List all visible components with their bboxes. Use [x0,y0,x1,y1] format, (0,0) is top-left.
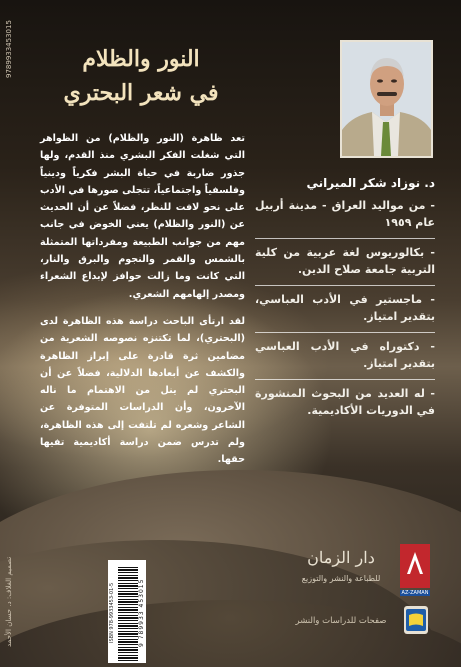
spine-isbn: 9789933453015 [5,20,13,78]
publisher-logo-icon [400,544,430,588]
cover-designer-credit [3,0,15,667]
book-blurb [40,130,245,479]
book-title [21,42,261,110]
publisher-emblem-icon [400,544,430,588]
spine-credit: تصميم الغلاف: د. حسان الأحمد [5,556,13,647]
isbn-label: ISBN 978-9933453-01-5 [109,582,115,643]
partner-logo-icon [404,606,428,634]
bio-item: - دكتوراه في الأدب العباسي بتقدير امتياز. [255,333,435,380]
bio-item: - بكالوريوس لغة عربية من كلية التربية جامعة صلاح الدين. [255,239,435,286]
author-name: د. نوزاد شكر الميراني [306,176,435,190]
author-bio-list [255,192,435,426]
bio-item: - له العديد من البحوث المنشورة في الدوريات الأكاديمية. [255,387,435,417]
barcode-digits: 9 789933 453015 [138,578,145,647]
partner-publisher-name: صفحات للدراسات والنشر [295,616,387,626]
author-portrait-image [342,42,431,156]
publisher-logo-text: AZ-ZAMAN [401,590,429,596]
title-line-1: النور والظلام [82,46,200,72]
bio-item: - من مواليد العراق - مدينة أربيل عام ١٩٥٩ [255,192,435,239]
publisher-name: دار الزمان [307,548,375,567]
bio-item: - ماجستير في الأدب العباسي، بتقدير امتياز. [255,286,435,333]
publisher-block [288,540,436,650]
book-icon [404,606,428,634]
author-photo [340,40,433,158]
blurb-paragraph: لقد ارتأى الباحث دراسة هذه الظاهرة لدى (البحتري)، لما تكتنزه نصوصه الشعرية من مضامين ثرة قادرة على إبراز الظاهرة والكشف عن أبعادها الدلالية، فضلاً عن أن البحتري لم ينل من الاهتمام ما ناله الآخرون، وأن الدراسات المتوفرة عن الشاعر وشعره لم تلتفت إلى هذه الظاهرة، ولم تدرس ضمن دراسة أكاديمية تفيها حقها. [40,315,245,466]
publisher-tagline: للطباعة والنشر والتوزيع [301,574,381,583]
title-line-2: في شعر البحتري [63,80,219,106]
barcode-icon [118,565,138,661]
blurb-paragraph: تعد ظاهرة (النور والظلام) من الظواهر التي شغلت الفكر البشري منذ القدم، ولها جذور ضاربة في حياة البشر فكرياً ودينياً وفلسفياً واجتماعياً، تتجلى صورها في الأدب على نحو لافت للنظر، فضلاً عن أن الحديث عن (النور والظلام) يعني الخوض في جانب مهم من جوانب الطبيعة ومفرداتها المتمثلة بالشمس والقمر والنجوم والبرق والنار، التي كانت وما زالت حوافز لإبداع الشعراء ومصدر إلهامهم الشعري. [40,133,245,300]
